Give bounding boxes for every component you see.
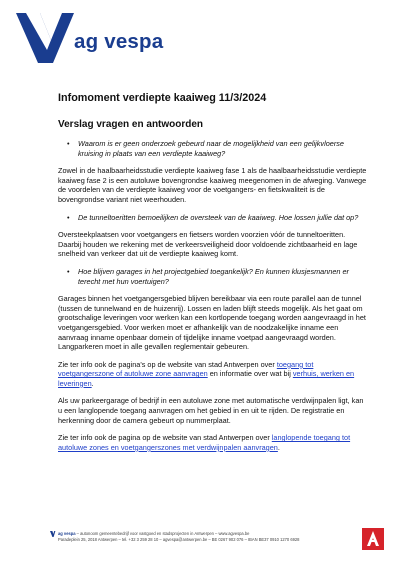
footer-line-2: Paradeplein 25, 2018 Antwerpen – tel. +32 3 259 28 10 – agvespa@antwerpen.be – BE 0267 902 076 – IBAN BE37 0910 1270 6928 bbox=[58, 537, 300, 543]
answer-1: Zowel in de haalbaarheidsstudie verdiepte kaaiweg fase 1 als de haalbaarheidsstudie verdiepte kaaiweg fase 2 is een autoluwe bovengrondse kaaiweg meegenomen in de afweging. Vanwege de voordelen van de verdiepte kaaiweg voor de voetgangers- en fietskwaliteit is de bovengrondse variant niet weerhouden. bbox=[58, 166, 367, 204]
question-3 bbox=[58, 267, 368, 286]
section-subtitle: Verslag vragen en antwoorden bbox=[58, 119, 204, 130]
bullet-icon: • bbox=[67, 212, 70, 222]
answer-3: Garages binnen het voetgangersgebied blijven bereikbaar via een route parallel aan de tunnel (tussen de tunnelwand en de huizenrij). Lossen en laden blijft steeds mogelijk. Als het gaat om grootschalige leveringen voor werken kan een kortlopende toegang worden aangevraagd in het voetgangersgebied. Voor werken moet er afhankelijk van de noodzakelijke inname een aanvraag inname openbaar domein of tijdelijke inname voetpad aangevraagd worden. Langparkeren moet in alle gevallen reglementair gebeuren. bbox=[58, 294, 366, 352]
antwerpen-logo-icon bbox=[362, 528, 384, 550]
page-footer bbox=[58, 531, 358, 543]
question-text: De tunneltoeritten bemoeilijken de oversteek van de kaaiweg. Hoe lossen jullie dat op? bbox=[78, 212, 359, 222]
bullet-icon: • bbox=[67, 139, 70, 148]
question-text: Hoe blijven garages in het projectgebied toegankelijk? En kunnen klusjesmannen er terecht met hun voertuigen? bbox=[78, 266, 349, 286]
vespa-v-logo-icon bbox=[16, 13, 82, 63]
brand-name: ag vespa bbox=[74, 30, 164, 53]
question-text: Waarom is er geen onderzoek gebeurd naar de mogelijkheid van een gelijkvloerse kruising in plaats van een verdiepte kaaiweg? bbox=[78, 139, 344, 158]
question-1 bbox=[58, 139, 368, 158]
info-text: en informatie over wat bij bbox=[207, 369, 293, 379]
parking-paragraph: Als uw parkeergarage of bedrijf in een autoluwe zone met automatische verdwijnpalen ligt, kan u een langlopende toegang aanvragen om het gebied in en uit te rijden. De registratie en herkenning door de camera gebeurt op nummerplaat. bbox=[58, 396, 364, 425]
info-text: . bbox=[277, 442, 280, 452]
footer-brand: ag vespa bbox=[58, 531, 76, 536]
answer-2: Oversteekplaatsen voor voetgangers en fietsers worden voorzien vóór de tunneltoeritten. Daarbij houden we rekening met de verkeersveiligheid door voldoende zichtbaarheid en lage snelheid van verkeer dat uit de verdiepte kaaiweg komt. bbox=[58, 230, 358, 259]
info-text: . bbox=[91, 378, 94, 388]
question-2 bbox=[58, 213, 368, 223]
info-text: Zie ter info ook de pagina op de website van stad Antwerpen over bbox=[58, 433, 272, 443]
info-paragraph-2 bbox=[58, 433, 368, 452]
page-title: Infomoment verdiepte kaaiweg 11/3/2024 bbox=[58, 92, 267, 104]
info-paragraph-1 bbox=[58, 360, 368, 389]
info-text: Zie ter info ook de pagina's op de website van stad Antwerpen over bbox=[58, 359, 277, 369]
footer-description: – autonoom gemeentebedrijf voor vastgoed en stadsprojecten in Antwerpen – www.agvespa.be bbox=[75, 531, 250, 536]
link-verhuis-werken-leveringen[interactable]: verhuis, werken en leveringen bbox=[58, 369, 355, 388]
link-langlopende-toegang[interactable]: langlopende toegang tot autoluwe zones en voetgangerszones met verdwijnpalen aanvragen bbox=[58, 433, 351, 452]
ag-vespa-logo bbox=[16, 13, 216, 63]
document-body bbox=[58, 92, 368, 460]
link-toegang-voetgangerszone[interactable]: toegang tot voetgangerszone of autoluwe zone aanvragen bbox=[58, 359, 314, 379]
bullet-icon: • bbox=[67, 266, 70, 276]
footer-v-icon bbox=[50, 531, 56, 537]
